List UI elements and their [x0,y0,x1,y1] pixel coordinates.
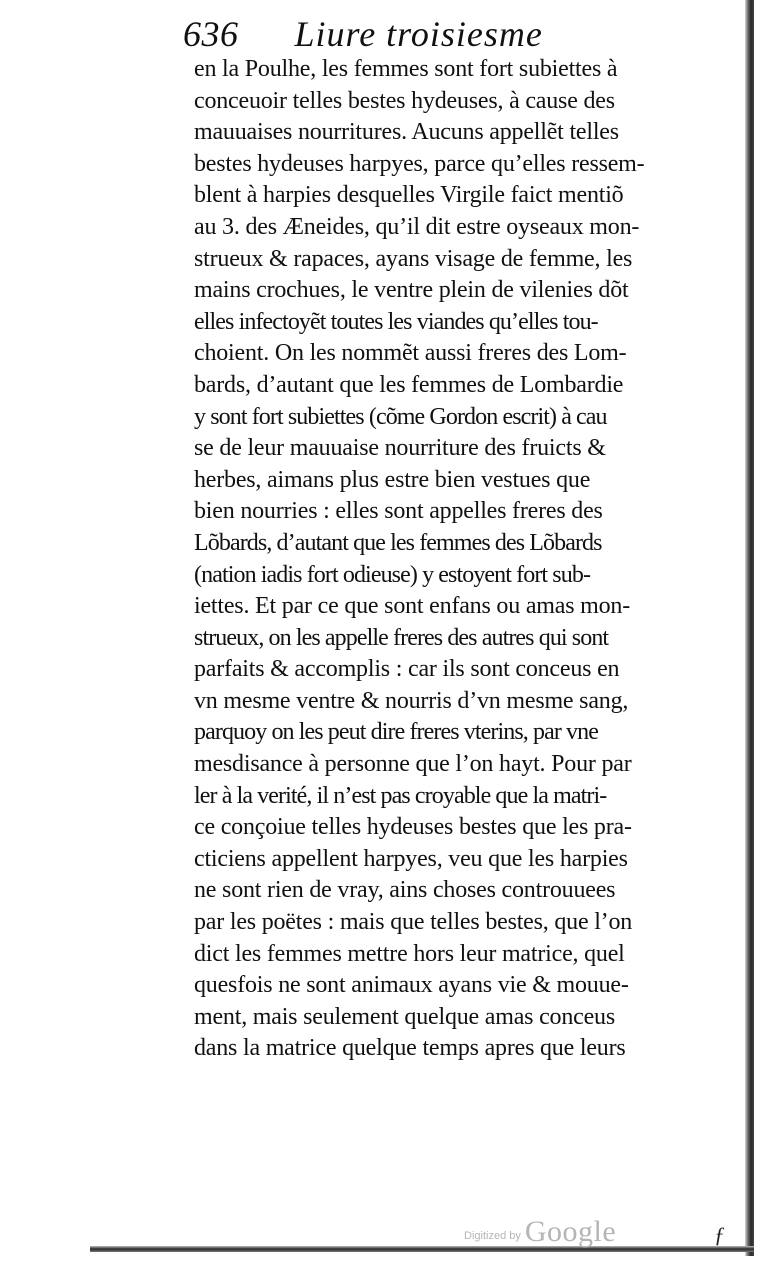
digitized-watermark [464,1212,616,1252]
text-line: Lõbards, d’autant que les femmes des Lõbards [194,529,602,556]
text-line: strueux, on les appelle freres des autres qui sont [194,624,609,651]
text-line: dict les femmes mettre hors leur matrice, quel [194,940,625,967]
text-line: ler à la verité, il n’est pas croyable que la matri- [194,782,607,809]
text-line: (nation iadis fort odieuse) y estoyent fort sub- [194,561,591,588]
text-line: ce conçoiue telles hydeuses bestes que les pra- [194,814,632,841]
text-line: cticiens appellent harpyes, veu que les harpies [194,845,628,872]
text-line: parquoy on les peut dire freres vterins, par vne [194,719,598,746]
text-line: mains crochues, le ventre plein de vilenies dõt [194,277,629,304]
text-line: vn mesme ventre & nourris d’vn mesme sang, [194,687,629,714]
text-line: iettes. Et par ce que sont enfans ou amas mon- [194,593,630,620]
body-text [194,54,714,1065]
running-title: Liure troisiesme [294,14,543,54]
text-line: y sont fort subiettes (cõme Gordon escrit) à cau [194,403,607,430]
text-line: strueux & rapaces, ayans visage de femme, les [194,245,633,272]
google-logo: Google [524,1215,617,1248]
text-line: quesfois ne sont animaux ayans vie & mouue- [194,972,629,999]
text-line: herbes, aimans plus estre bien vestues que [194,466,591,493]
text-line: choient. On les nommẽt aussi freres des Lom- [194,340,627,367]
text-line: bards, d’autant que les femmes de Lombardie [194,371,624,398]
text-line: se de leur mauuaise nourriture des fruicts & [194,435,606,462]
text-line: en la Poulhe, les femmes sont fort subiettes à [194,56,618,82]
text-line: conceuoir telles bestes hydeuses, à cause des [194,87,615,114]
scan-edge-right [745,0,754,1256]
page-header [183,6,723,52]
text-line: parfaits & accomplis : car ils sont conceus en [194,656,620,683]
text-line: par les poëtes : mais que telles bestes, que l’on [194,909,633,936]
text-line: bestes hydeuses harpyes, parce qu’elles ressem- [194,150,645,177]
text-line: mauuaises nourritures. Aucuns appellẽt telles [194,119,619,146]
text-line: elles infectoyẽt toutes les viandes qu’elles tou- [194,308,598,335]
stray-ink-mark: ƒ [714,1222,725,1247]
text-line: ment, mais seulement quelque amas conceus [194,1003,615,1030]
page-number: 636 [183,14,239,54]
scan-edge-bottom [90,1246,754,1252]
text-line: dans la matrice quelque temps apres que leurs [194,1035,626,1062]
text-line: ne sont rien de vray, ains choses controuuees [194,877,616,904]
text-line: bien nourries : elles sont appelles freres des [194,498,603,525]
watermark-prefix: Digitized by [464,1230,521,1242]
text-line: au 3. des Æneides, qu’il dit estre oyseaux mon- [194,213,640,240]
text-line: blent à harpies desquelles Virgile faict mentiõ [194,182,624,209]
text-line: mesdisance à personne que l’on hayt. Pour par [194,751,632,778]
